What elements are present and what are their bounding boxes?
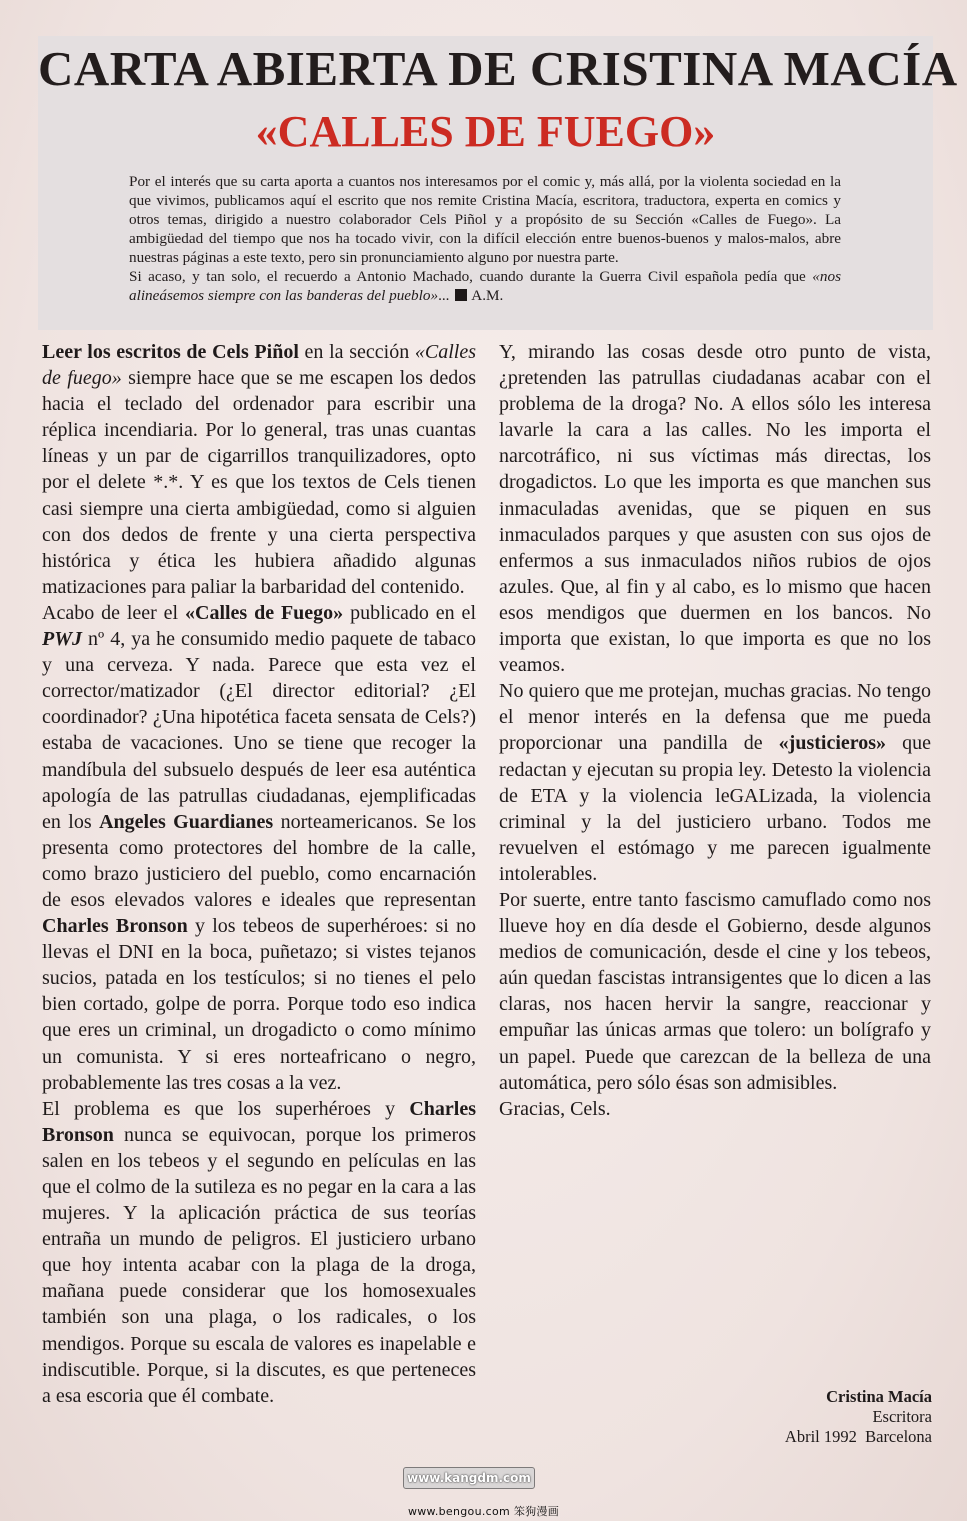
article-paragraph-4: Y, mirando las cosas desde otro punto de vista, ¿pretenden las patrullas ciudadanas acabar con el problema de la droga? No. A ellos sólo les interesa lavarle la cara a las calles. No les importa el narcotráfico, ni sus víctimas más directas, los drogadictos. Lo que les importa es que manchen sus inmaculadas avenidas, que se piquen en sus inmaculados parques y que asusten con sus ojos de enfermos a sus inmaculados niños rubios de ojos azules. Que, al fin y al cabo, es lo mismo que hacen esos mendigos que duermen en los bancos. No importa que existan, lo que importa es que no los veamos.	[499, 341, 931, 677]
article-column-right	[499, 339, 931, 1122]
signature-role: Escritora	[872, 1407, 932, 1426]
justicieros-term: «justicieros»	[778, 732, 887, 755]
article-paragraph-6: Por suerte, entre tanto fascismo camuflado como nos llueve hoy en día desde el Gobierno, desde algunos medios de comunicación, desde el cine y los tebeos, aún quedan fascistas intransigentes que lo dicen a las claras, nos hacen hervir la sangre, reaccionar y empuñar las únicas armas que tolero: un bolígrafo y un papel. Puede que carezcan de la belleza de una automática, pero sólo ésas son admisibles.	[499, 888, 931, 1094]
text-run: siempre hace que se me escapen los dedos hacia el teclado del ordenador para escribir una réplica incendiaria. Por lo general, tras unas cuantas líneas y un par de cigarrillos tranquilizadores, opto por el delete *.*. Y es que los textos de Cels tienen casi siempre una cierta ambigüedad, como si alguien con dos dedos de frente y una cierta perspectiva histórica y ética les hubiera añadido algunas matizaciones para paliar la barbaridad del contenido.	[42, 367, 477, 598]
square-bullet-icon	[455, 289, 467, 301]
article-paragraph-5	[499, 678, 931, 887]
footer-credit: www.bengou.com 笨狗漫画	[407, 1505, 560, 1518]
intro-quote: «nos alineásemos siempre con las banderas del pueblo»	[129, 268, 841, 304]
intro-closing	[129, 267, 841, 305]
intro-closing-text: Si acaso, y tan solo, el recuerdo a Antonio Machado, cuando durante la Guerra Civil española pedía que	[129, 268, 813, 285]
signature-date: Abril 1992 Barcelona	[784, 1427, 932, 1446]
page-title: CARTA ABIERTA DE CRISTINA MACÍA	[38, 41, 958, 96]
intro-box	[129, 172, 841, 305]
page-subtitle: «CALLES DE FUEGO»	[255, 107, 716, 156]
lead-phrase: Leer los escritos de Cels Piñol	[42, 341, 299, 363]
text-run: El problema es que los superhéroes y	[42, 1097, 410, 1120]
intro-initials: A.M.	[471, 287, 504, 304]
signature-name: Cristina Macía	[826, 1387, 932, 1406]
text-run: norteamericanos. Se los presenta como protectores del hombre de la calle, como brazo justiciero del pueblo, como encarnación de esos elevados valores e ideales que representan	[42, 810, 477, 911]
intro-paragraph: Por el interés que su carta aporta a cuantos nos interesamos por el comic y, más allá, por la violenta sociedad en la que vivimos, publicamos aquí el escrito que nos remite Cristina Macía, escritora, traductora, experta en comics y otros temas, dirigido a nuestro colaborador Cels Piñol y a propósito de su Sección «Calles de Fuego». La ambigüedad del tiempo que nos ha tocado vivir, con la difícil elección entre buenos-buenos y malos-malos, abre nuestras páginas a este texto, pero sin pronunciamiento alguno por nuestra parte.	[129, 173, 841, 266]
article-paragraph-1	[42, 339, 476, 600]
text-run: Acabo de leer el	[42, 601, 185, 624]
text-run: No quiero que me protejan, muchas gracias. No tengo el menor interés en la defensa que me pueda proporcionar una pandilla de	[499, 680, 931, 755]
section-name-bold: «Calles de Fuego»	[185, 601, 344, 624]
article-column-left	[42, 339, 476, 1409]
intro-ellipsis: ...	[438, 287, 450, 304]
article-paragraph-2	[42, 600, 476, 1096]
text-run: que redactan y ejecutan su propia ley. Detesto la violencia de ETA y la violencia leGALizada, la violencia criminal y la del justiciero urbano. Todos me revuelven el estómago y me parecen igualmente intolerables.	[499, 732, 931, 885]
article-paragraph-3	[42, 1096, 476, 1409]
actor-name: Charles Bronson	[42, 1097, 476, 1146]
section-name: «Calles de fuego»	[42, 341, 476, 390]
watermark-badge: www.kangdm.com	[403, 1467, 535, 1489]
article-paragraph-7: Gracias, Cels.	[499, 1097, 611, 1120]
magazine-name: PWJ	[42, 628, 82, 651]
text-run: publicado en el	[343, 601, 476, 624]
group-name: Angeles Guardianes	[99, 810, 274, 833]
actor-name: Charles Bronson	[42, 915, 188, 938]
signature-block	[785, 1387, 932, 1447]
text-run: y los tebeos de superhéroes: si no llevas el DNI en la boca, puñetazo; si vistes tejanos sucios, patada en los testículos; si no tienes el pelo bien cortado, golpe de porra. Porque todo eso indica que eres un criminal, un drogadicto o como mínimo un comunista. Y si eres norteafricano o negro, probablemente las tres cosas a la vez.	[42, 915, 476, 1094]
text-run: en la sección	[298, 341, 415, 363]
text-run: nº 4, ya he consumido medio paquete de tabaco y una cerveza. Y nada. Parece que esta vez el corrector/matizador (¿El director editorial? ¿El coordinador? ¿Una hipotética faceta sensata de Cels?) estaba de vacaciones. Uno se tiene que recoger la mandíbula del subsuelo después de leer esa auténtica apología de las patrullas ciudadanas, ejemplificadas en los	[42, 628, 476, 833]
text-run: nunca se equivocan, porque los primeros salen en los tebeos y el segundo en películas en las que el colmo de la sutileza es no pegar en la cara a las mujeres. Y la aplicación práctica de sus teorías entraña un mundo de peligros. El justiciero urbano que hoy intenta acabar con la plaga de la droga, mañana puede considerar que los homosexuales también son una plaga, o los radicales, o los mendigos. Porque su escala de valores es inapelable e indiscutible. Porque, si la discutes, es que perteneces a esa escoria que él combate.	[42, 1123, 476, 1407]
